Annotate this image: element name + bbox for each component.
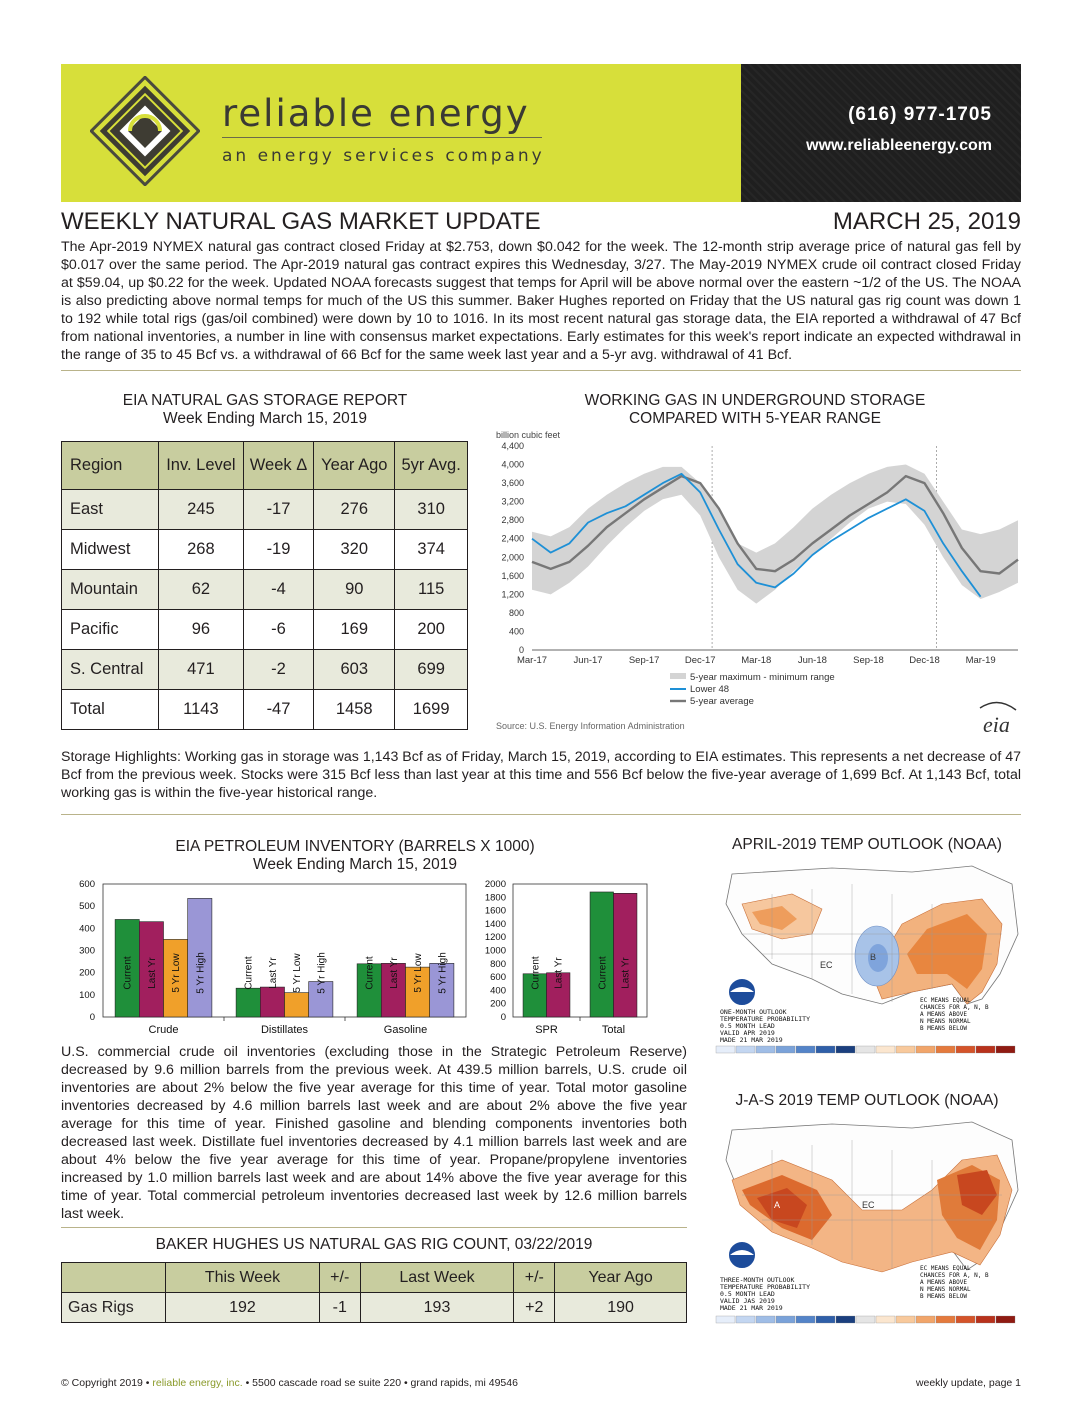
svg-text:EC MEANS EQUAL: EC MEANS EQUAL — [920, 997, 971, 1004]
table-cell: -19 — [243, 530, 313, 570]
y-tick-label: 400 — [508, 626, 524, 637]
table-cell: 276 — [314, 490, 395, 530]
y-tick-label: 0 — [89, 1012, 95, 1023]
table-row — [62, 490, 468, 530]
petroleum-chart-subtitle: Week Ending March 15, 2019 — [253, 856, 457, 873]
table-cell: 245 — [159, 490, 244, 530]
legend-label: Lower 48 — [690, 684, 730, 695]
table-cell: S. Central — [62, 650, 159, 690]
scale-swatch — [916, 1316, 935, 1323]
x-tick-label: Mar-19 — [965, 655, 996, 666]
x-tick-label: Dec-18 — [909, 655, 940, 666]
bar-label: Last Yr — [553, 957, 565, 989]
reliable-energy-logo — [90, 76, 200, 186]
page-number: weekly update, page 1 — [915, 1377, 1021, 1389]
table-cell: 1458 — [314, 690, 395, 730]
intro-paragraph: The Apr-2019 NYMEX natural gas contract closed Friday at $2.753, down $0.042 for the week. The 12-month strip average price of natural gas fell by $0.017 over the same period. The Apr-2019 natural gas contract expires this Wednesday, 3/27. The May-2019 NYMEX crude oil contract closed Friday at $59.04, up $0.22 for the week. Updated NOAA forecasts suggest that temps for April will be above normal over the eastern ~1/2 of the US. The NOAA is also predicting above normal temps for much of the US this summer. Baker Hughes reported on Friday that the US natural gas rig count was down 1 to 192 while total rigs (gas/oil combined) were down by 10 to 1016. In its most recent natural gas storage data, the EIA reported a withdrawal of 47 Bcf from national inventories, a number in line with consensus market expectations. Early estimates for this week's report indicate an expected withdrawal in the range of 35 to 45 Bcf vs. a withdrawal of 66 Bcf for the same week last year and a 5-yr avg. withdrawal of 41 Bcf. — [61, 239, 1021, 363]
section-divider — [61, 814, 1021, 815]
bar-label: Current — [597, 956, 609, 990]
svg-text:THREE-MONTH OUTLOOK: THREE-MONTH OUTLOOK — [720, 1276, 795, 1284]
table-cell: 699 — [395, 650, 468, 690]
table-cell: 320 — [314, 530, 395, 570]
scale-swatch — [976, 1316, 995, 1323]
bar-label: Current — [530, 956, 542, 990]
document-title: WEEKLY NATURAL GAS MARKET UPDATE — [61, 208, 541, 235]
legend-swatch-range — [670, 673, 686, 679]
scale-swatch — [716, 1316, 735, 1323]
map-label-ec: EC — [862, 1200, 875, 1210]
y-tick-label: 4,400 — [501, 441, 524, 451]
scale-swatch — [876, 1046, 895, 1053]
phone-number: (616) 977-1705 — [848, 104, 992, 125]
table-cell: 374 — [395, 530, 468, 570]
svg-text:MADE 21 MAR 2019: MADE 21 MAR 2019 — [720, 1304, 783, 1312]
y-tick-label: 2,800 — [501, 515, 524, 526]
scale-swatch — [956, 1046, 975, 1053]
scale-swatch — [956, 1316, 975, 1323]
table-cell: 190 — [555, 1293, 687, 1323]
scale-swatch — [876, 1316, 895, 1323]
x-tick-label: Jun-17 — [573, 655, 603, 666]
document-date: MARCH 25, 2019 — [832, 208, 1021, 235]
svg-text:B MEANS BELOW: B MEANS BELOW — [920, 1293, 967, 1300]
rig-table-header — [62, 1263, 687, 1293]
y-tick-label: 1400 — [484, 918, 506, 930]
table-cell: 1699 — [395, 690, 468, 730]
legend-label: 5-year average — [690, 696, 754, 707]
map-label-a: A — [774, 1200, 781, 1210]
footer-address: • 5500 cascade road se suite 220 • grand rapids, mi 49546 — [245, 1377, 518, 1389]
svg-text:CHANCES FOR A, N, B: CHANCES FOR A, N, B — [920, 1004, 989, 1011]
y-tick-label: 3,600 — [501, 478, 524, 489]
table-cell: +2 — [514, 1293, 555, 1323]
svg-text:ONE-MONTH OUTLOOK: ONE-MONTH OUTLOOK — [720, 1008, 787, 1016]
table-cell: 193 — [360, 1293, 514, 1323]
y-tick-label: 1,200 — [501, 589, 524, 600]
scale-swatch — [936, 1046, 955, 1053]
chart-source: Source: U.S. Energy Information Administration — [496, 721, 685, 731]
x-tick-label: Mar-18 — [741, 655, 772, 666]
eia-logo: eia — [983, 712, 1010, 737]
working-gas-chart — [490, 428, 1024, 738]
brand-tagline: an energy services company — [222, 146, 545, 166]
y-tick-label: 300 — [79, 945, 95, 957]
x-tick-label: Sep-17 — [628, 655, 660, 666]
y-tick-label: 100 — [79, 989, 95, 1001]
scale-swatch — [816, 1046, 835, 1053]
scale-swatch — [836, 1046, 855, 1053]
scale-swatch — [936, 1316, 955, 1323]
table-cell: Pacific — [62, 610, 159, 650]
table-row-total — [62, 690, 468, 730]
svg-text:N MEANS NORMAL: N MEANS NORMAL — [920, 1018, 971, 1025]
y-tick-label: 1600 — [484, 905, 506, 917]
brand-name: reliable energy — [222, 92, 530, 135]
y-tick-label: 800 — [490, 958, 506, 970]
petroleum-paragraph: U.S. commercial crude oil inventories (excluding those in the Strategic Petroleum Reserve) decreased by 9.6 million barrels from the previous week. At 439.5 million barrels, U.S. crude oil inventories are about 2% below the five year average for this time of year. Total motor gasoline inventories decreased by 4.6 million barrels last week and are about 2% above the five year average for this time of year. Finished gasoline and blending components inventories both decreased last week. Distillate fuel inventories decreased by 4.1 million barrels last week and are about 4% below the five year average for this time of year. Propane/propylene inventories increased by 1.0 million barrels last week and are about 14% above the five year average for this time of year. Total commercial petroleum inventories decreased last week by 12.6 million barrels last week. — [61, 1044, 687, 1222]
svg-text:B MEANS BELOW: B MEANS BELOW — [920, 1025, 967, 1032]
y-tick-label: 3,200 — [501, 496, 524, 507]
scale-swatch — [776, 1316, 795, 1323]
storage-table — [61, 441, 468, 730]
header-cell — [62, 1263, 166, 1293]
jas-outlook-title: J-A-S 2019 TEMP OUTLOOK (NOAA) — [735, 1092, 999, 1109]
petroleum-chart-title: EIA PETROLEUM INVENTORY (BARRELS X 1000) — [175, 838, 535, 855]
map-label-b: B — [870, 952, 877, 962]
category-label: SPR — [535, 1024, 558, 1036]
table-cell: 603 — [314, 650, 395, 690]
scale-swatch — [996, 1046, 1015, 1053]
svg-text:A MEANS ABOVE: A MEANS ABOVE — [920, 1011, 967, 1018]
jas-temp-outlook-map — [712, 1120, 1022, 1326]
rig-count-title: BAKER HUGHES US NATURAL GAS RIG COUNT, 03/22/2019 — [155, 1236, 593, 1253]
working-gas-subtitle: COMPARED WITH 5-YEAR RANGE — [628, 410, 882, 427]
bar-total-last-yr — [614, 893, 637, 1017]
x-tick-label: Mar-17 — [516, 655, 548, 666]
scale-swatch — [716, 1046, 735, 1053]
scale-swatch — [756, 1316, 775, 1323]
y-tick-label: 400 — [490, 985, 506, 997]
table-cell: 268 — [159, 530, 244, 570]
table-cell: Gas Rigs — [62, 1293, 166, 1323]
bar-distillates-current — [236, 988, 260, 1017]
table-cell: -2 — [243, 650, 313, 690]
chart-ylabel: billion cubic feet — [496, 430, 561, 440]
category-label: Crude — [148, 1024, 179, 1036]
svg-text:EC MEANS EQUAL: EC MEANS EQUAL — [920, 1265, 971, 1272]
storage-table-header — [62, 442, 468, 490]
copyright-text: © Copyright 2019 • — [61, 1377, 150, 1389]
scale-swatch — [976, 1046, 995, 1053]
table-row — [62, 650, 468, 690]
section-divider — [61, 370, 1021, 371]
table-cell: Total — [62, 690, 159, 730]
y-tick-label: 200 — [490, 998, 506, 1010]
y-tick-label: 1,600 — [501, 570, 524, 581]
y-tick-label: 500 — [79, 901, 95, 913]
table-cell: East — [62, 490, 159, 530]
bar-label: 5 Yr Low — [413, 953, 425, 993]
header-cell: Year Ago — [555, 1263, 687, 1293]
scale-swatch — [756, 1046, 775, 1053]
storage-table-subtitle: Week Ending March 15, 2019 — [163, 410, 367, 427]
table-cell: -17 — [243, 490, 313, 530]
table-cell: -1 — [319, 1293, 360, 1323]
scale-swatch — [896, 1316, 915, 1323]
bar-distillates-last-yr — [260, 987, 284, 1017]
svg-text:VALID APR 2019: VALID APR 2019 — [720, 1029, 775, 1037]
scale-swatch — [816, 1316, 835, 1323]
y-tick-label: 600 — [79, 879, 95, 890]
bar-label: Current — [364, 956, 376, 990]
table-cell: 471 — [159, 650, 244, 690]
april-outlook-title: APRIL-2019 TEMP OUTLOOK (NOAA) — [732, 836, 1002, 853]
y-tick-label: 2,400 — [501, 533, 524, 544]
y-tick-label: 2,000 — [501, 552, 524, 563]
svg-text:0.5 MONTH LEAD: 0.5 MONTH LEAD — [720, 1022, 775, 1030]
bar-total-current — [590, 892, 613, 1017]
category-label: Gasoline — [383, 1024, 428, 1036]
svg-text:CHANCES FOR A, N, B: CHANCES FOR A, N, B — [920, 1272, 989, 1279]
table-cell: 90 — [314, 570, 395, 610]
y-tick-label: 1200 — [484, 932, 506, 944]
bar-distillates-5-yr-low — [285, 993, 309, 1017]
legend-label: 5-year maximum - minimum range — [690, 672, 835, 683]
scale-swatch — [796, 1046, 815, 1053]
header-cell: This Week — [166, 1263, 320, 1293]
table-cell: 115 — [395, 570, 468, 610]
y-tick-label: 600 — [490, 972, 506, 984]
y-tick-label: 0 — [518, 645, 524, 655]
table-row — [62, 1293, 687, 1323]
working-gas-title: WORKING GAS IN UNDERGROUND STORAGE — [584, 392, 926, 409]
bar-label: 5 Yr Low — [292, 953, 304, 993]
x-tick-label: Sep-18 — [853, 655, 884, 666]
header-cell: Region — [62, 442, 159, 490]
svg-text:VALID JAS 2019: VALID JAS 2019 — [720, 1297, 775, 1305]
header-cell: 5yr Avg. — [395, 442, 468, 490]
storage-table-title: EIA NATURAL GAS STORAGE REPORT — [122, 392, 408, 409]
x-tick-label: Jun-18 — [797, 655, 827, 666]
map-label-ec: EC — [820, 960, 833, 970]
svg-text:N MEANS NORMAL: N MEANS NORMAL — [920, 1286, 971, 1293]
five-year-range-band — [532, 465, 1018, 604]
footer-copyright — [61, 1377, 518, 1389]
table-cell: 200 — [395, 610, 468, 650]
table-cell: -47 — [243, 690, 313, 730]
eia-logo-arc — [980, 702, 1016, 710]
scale-swatch — [856, 1046, 875, 1053]
table-cell: -6 — [243, 610, 313, 650]
scale-swatch — [796, 1316, 815, 1323]
y-tick-label: 1800 — [484, 892, 506, 904]
table-cell: 192 — [166, 1293, 320, 1323]
bar-label: Last Yr — [146, 957, 158, 989]
table-cell: 62 — [159, 570, 244, 610]
scale-swatch — [996, 1316, 1015, 1323]
bar-label: 5 Yr High — [437, 952, 449, 994]
header-cell: +/- — [319, 1263, 360, 1293]
svg-text:TEMPERATURE PROBABILITY: TEMPERATURE PROBABILITY — [720, 1283, 811, 1291]
bar-label: Last Yr — [620, 957, 632, 989]
svg-text:MADE 21 MAR 2019: MADE 21 MAR 2019 — [720, 1036, 783, 1044]
table-cell: Midwest — [62, 530, 159, 570]
table-row — [62, 570, 468, 610]
header-cell: Last Week — [360, 1263, 514, 1293]
section-divider — [61, 1227, 687, 1228]
y-tick-label: 0 — [500, 1012, 506, 1023]
category-label: Total — [601, 1024, 626, 1036]
scale-swatch — [736, 1316, 755, 1323]
svg-text:TEMPERATURE PROBABILITY: TEMPERATURE PROBABILITY — [720, 1015, 811, 1023]
scale-swatch — [776, 1046, 795, 1053]
x-tick-label: Dec-17 — [684, 655, 716, 666]
y-tick-label: 4,000 — [501, 459, 524, 470]
y-tick-label: 400 — [79, 923, 95, 935]
table-cell: 96 — [159, 610, 244, 650]
table-cell: 169 — [314, 610, 395, 650]
bar-label: 5 Yr High — [316, 952, 328, 994]
svg-text:0.5 MONTH LEAD: 0.5 MONTH LEAD — [720, 1290, 775, 1298]
scale-swatch — [896, 1046, 915, 1053]
scale-swatch — [856, 1316, 875, 1323]
rig-count-table — [61, 1262, 687, 1323]
header-cell: +/- — [514, 1263, 555, 1293]
header-cell: Inv. Level — [159, 442, 244, 490]
bar-label: Last Yr — [267, 957, 279, 989]
y-tick-label: 2000 — [484, 879, 506, 890]
y-tick-label: 200 — [79, 967, 95, 979]
contact-panel — [741, 64, 1021, 202]
website-link[interactable]: www.reliableenergy.com — [806, 137, 992, 154]
bar-label: 5 Yr Low — [171, 953, 183, 993]
bar-label: Current — [243, 956, 255, 990]
footer-brand: reliable energy, inc. — [152, 1377, 243, 1389]
y-tick-label: 1000 — [484, 945, 506, 957]
category-label: Distillates — [260, 1024, 309, 1036]
scale-swatch — [916, 1046, 935, 1053]
header-cell: Week Δ — [243, 442, 313, 490]
y-tick-label: 800 — [508, 607, 524, 618]
svg-text:A MEANS ABOVE: A MEANS ABOVE — [920, 1279, 967, 1286]
april-temp-outlook-map — [712, 864, 1022, 1056]
table-cell: Mountain — [62, 570, 159, 610]
storage-highlights: Storage Highlights: Working gas in storage was 1,143 Bcf as of Friday, March 15, 2019, according to EIA estimates. This represents a net decrease of 47 Bcf from the previous week. Stocks were 315 Bcf less than last year at this time and 556 Bcf below the five-year average of 1,699 Bcf. At 1,143 Bcf, total working gas is within the five-year historical range. — [61, 749, 1021, 801]
table-row — [62, 530, 468, 570]
bar-label: 5 Yr High — [195, 952, 207, 994]
table-cell: 310 — [395, 490, 468, 530]
scale-swatch — [736, 1046, 755, 1053]
bar-label: Last Yr — [388, 957, 400, 989]
header-cell: Year Ago — [314, 442, 395, 490]
table-cell: -4 — [243, 570, 313, 610]
petroleum-chart — [61, 874, 687, 1042]
brand-divider — [222, 137, 542, 138]
scale-swatch — [836, 1316, 855, 1323]
table-cell: 1143 — [159, 690, 244, 730]
bar-label: Current — [122, 956, 134, 990]
table-row — [62, 610, 468, 650]
